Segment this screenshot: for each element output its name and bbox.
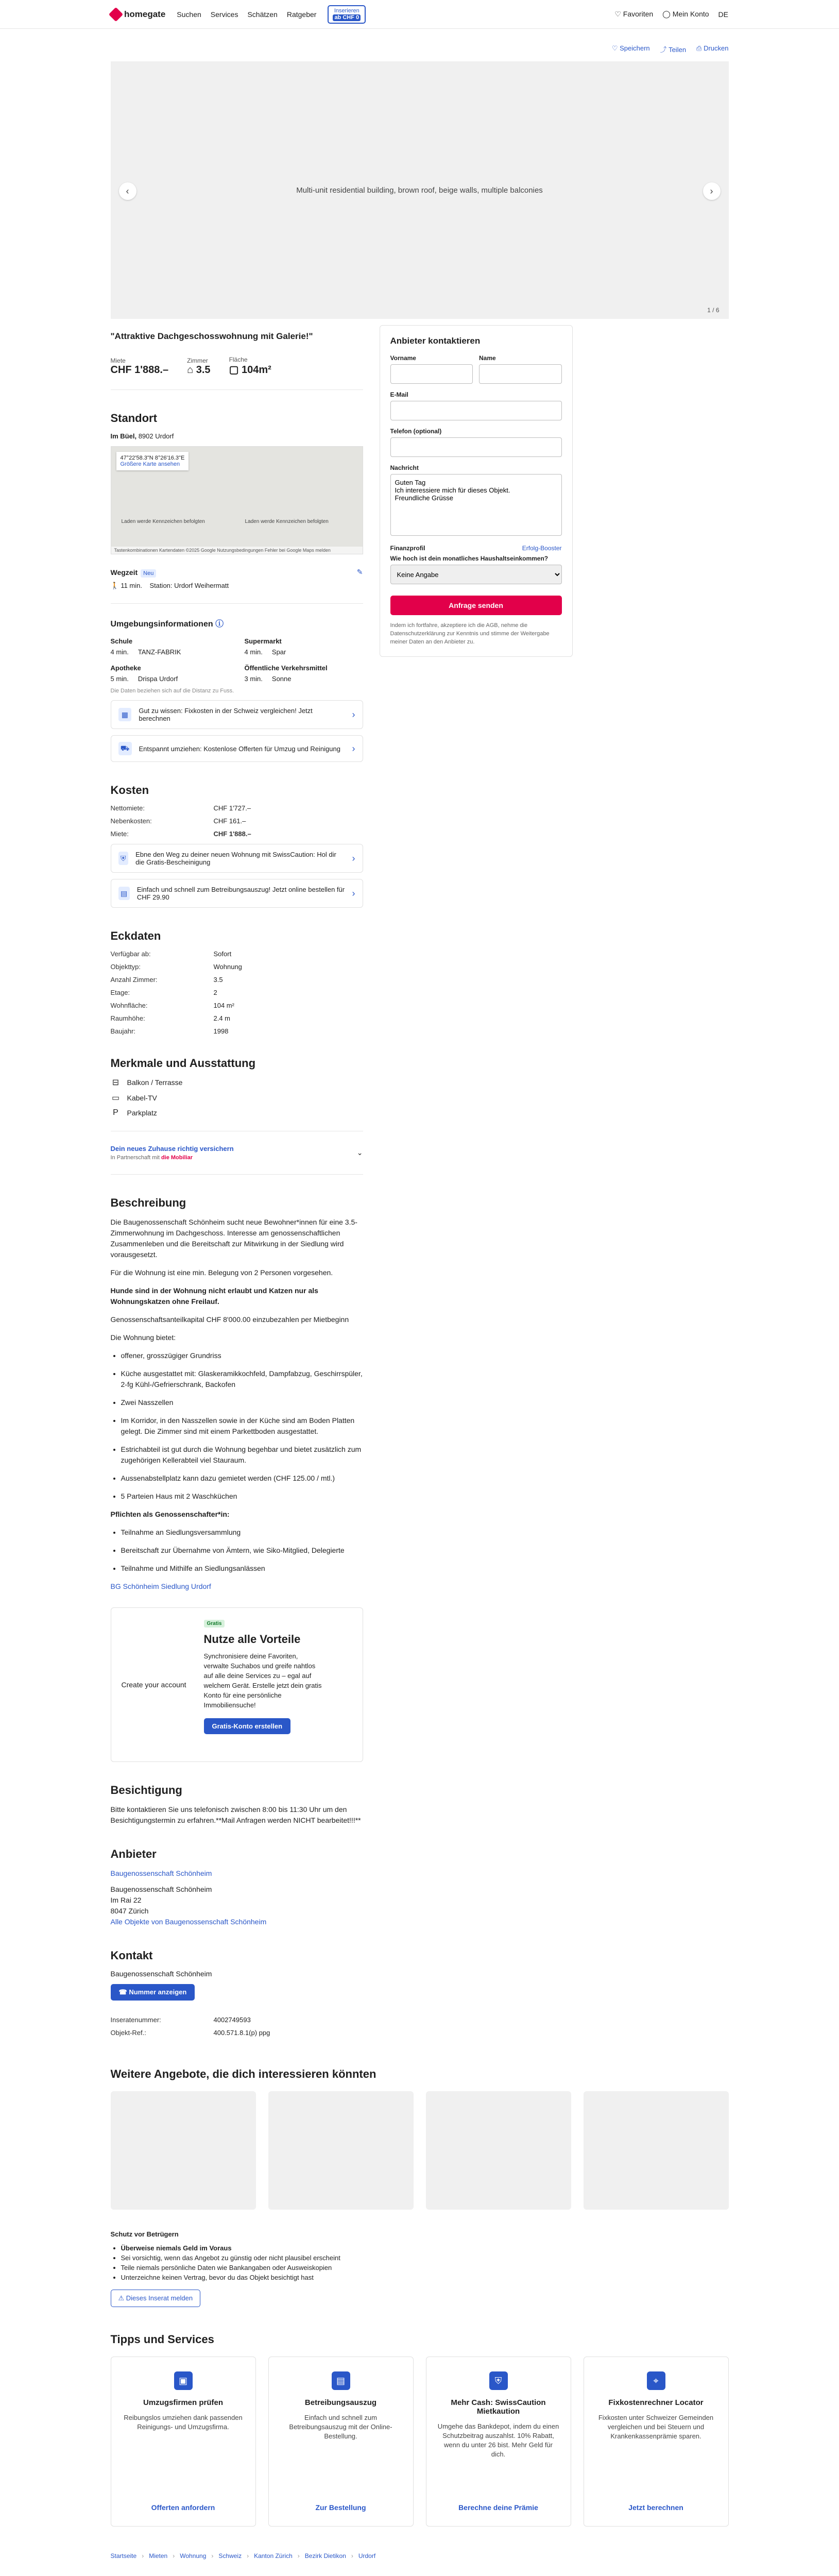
offer-card-placeholder[interactable] [426, 2091, 571, 2210]
all-listings-link[interactable]: Alle Objekte von Baugenossenschaft Schönheim [110, 1918, 267, 1926]
gallery-counter: 1 / 6 [707, 307, 720, 314]
fraud-warning: Schutz vor Betrügern • Überweise niemals Geld im Voraus • Sei vorsichtig, wenn das Angebot zu günstig oder nicht plausibel erscheint • Teile niemals persönliche Daten wie Bankangaben oder Ausweiskopien • Unterzeichne keinen Vertrag, bevor du das Objekt besichtigt hast ⚠ Dieses Inserat melden [111, 2230, 729, 2307]
tip-link[interactable]: Offerten anfordern [151, 2503, 215, 2512]
warning-icon: ⚠ [118, 2294, 125, 2302]
calculator-icon: ▦ [118, 708, 132, 721]
tip-card: ⛨ Mehr Cash: SwissCaution Mietkaution Umgehe das Bankdepot, indem du einen Schutzbeitrag auszahlst. 10% Rabatt, wenn du unter 26 bist. Mehr Geld für dich. Berechne deine Prämie [426, 2357, 571, 2527]
details-table: Verfügbar ab: Sofort Objekttyp: Wohnung Anzahl Zimmer: 3.5 Etage: 2 Wohnfläche: 104 m² Raumhöhe: 2.4 m Baujahr: 1998 [110, 950, 242, 1035]
print-button[interactable]: ⎙ Drucken [696, 44, 729, 52]
offer-card-placeholder[interactable] [268, 2091, 414, 2210]
location-heading: Standort [110, 412, 157, 425]
contact-heading: Kontakt [110, 1949, 153, 1962]
nav-link-services[interactable]: Services [210, 10, 238, 19]
user-icon: ◯ [662, 10, 671, 18]
mobiliar-logo: die Mobiliar [161, 1155, 193, 1161]
moving-promo[interactable]: ⛟ Entspannt umziehen: Kostenlose Offerten für Umzug und Reinigung › [111, 735, 363, 762]
map-pin-icon: ⌖ [647, 2371, 665, 2390]
map-info-card: 47°22'58.3"N 8°26'16.3"E Größere Karte ansehen [116, 452, 189, 470]
tip-card: ▤ Betreibungsauszug Einfach und schnell zum Betreibungsauszug mit der Online-Bestellung. Zur Bestellung [268, 2357, 414, 2527]
document-icon: ▤ [332, 2371, 350, 2390]
costs-table: Nettomiete: CHF 1'727.– Nebenkosten: CHF 161.– Miete: CHF 1'888.– [110, 804, 251, 838]
create-account-button[interactable]: Gratis-Konto erstellen [204, 1718, 291, 1734]
address: Im Büel, 8902 Urdorf [110, 432, 174, 440]
listing-title: "Attraktive Dachgeschosswohnung mit Galerie!" [110, 331, 313, 341]
save-button[interactable]: ♡ Speichern [611, 44, 650, 52]
breadcrumb: Startseite › Mieten › Wohnung › Schweiz › Kanton Zürich › Bezirk Dietikon › Urdorf [110, 2552, 376, 2560]
phone-icon: ☎ [118, 1988, 127, 1996]
provider-heading: Anbieter [110, 1848, 157, 1860]
tips-list [111, 2357, 729, 2527]
last-name-input[interactable] [479, 364, 562, 384]
tip-link[interactable]: Berechne deine Prämie [458, 2503, 538, 2512]
offer-card-placeholder[interactable] [111, 2091, 256, 2210]
send-request-button[interactable]: Anfrage senden [390, 596, 562, 615]
feature-item: P Parkplatz [111, 1108, 363, 1117]
chevron-right-icon: › [352, 709, 355, 720]
gallery-next-button[interactable] [703, 182, 721, 200]
nav-link-guide[interactable]: Ratgeber [286, 10, 317, 19]
larger-map-link[interactable]: Größere Karte ansehen [120, 461, 180, 467]
description-heading: Beschreibung [110, 1196, 186, 1209]
shield-icon: ⛨ [118, 852, 129, 865]
language-select[interactable]: DE [718, 10, 728, 19]
tip-link[interactable]: Jetzt berechnen [628, 2503, 683, 2512]
chevron-down-icon: ⌄ [356, 1148, 363, 1157]
box-icon: ▣ [174, 2371, 193, 2390]
settlement-link[interactable]: BG Schönheim Siedlung Urdorf [110, 1582, 211, 1590]
tip-card: ▣ Umzugsfirmen prüfen Reibungslos umziehen dank passenden Reinigungs- und Umzugsfirma. Offerten anfordern [111, 2357, 256, 2527]
costs-heading: Kosten [110, 784, 149, 796]
feature-item: ▭ Kabel-TV [111, 1093, 363, 1103]
walk-icon: 🚶 [110, 582, 119, 589]
info-icon[interactable]: ⓘ [215, 620, 224, 629]
offer-card-placeholder[interactable] [584, 2091, 729, 2210]
description-list: • offener, grosszügiger Grundriss • Küche ausgestattet mit: Glaskeramikkochfeld, Dampfabzug, Geschirrspüler, 2-fg Kühl-/Gefrierschrank, Backofen • Zwei Nasszellen • Im Korridor, in den Nasszellen sowie in der Küche sind am Boden Platten gelegt. Die Zimmer sind mit einem Parkettboden ausgestattet. • Estrichabteil ist gut durch die Wohnung begehbar und bietet zusätzlich zum zugehörigen Kellerabteil viel Stauraum. • Aussenabstellplatz kann dazu gemietet werden (CHF 125.00 / mtl.) • 5 Parteien Haus mit 2 Waschküchen [121, 1350, 363, 1502]
map-attribution: Tastenkombinationen Kartendaten ©2025 Google Nutzungsbedingungen Fehler bei Google Maps melden [111, 547, 363, 554]
rent-value: CHF 1'888.– [110, 364, 169, 376]
tv-icon: ▭ [111, 1094, 120, 1103]
area-icon: ▢ [229, 364, 239, 376]
logo-icon [109, 7, 123, 21]
house-icon: ⌂ [187, 364, 194, 376]
location-map[interactable]: 47°22'58.3"N 8°26'16.3"E Größere Karte ansehen Laden werde Kennzeichen befolgten Laden werde Kennzeichen befolgten Tastenkombinationen Kartendaten ©2025 Google Nutzungsbedingungen Fehler bei Google Maps melden [111, 446, 363, 554]
tip-card: ⌖ Fixkostenrechner Locator Fixkosten unter Schweizer Gemeinden vergleichen und bei Steuern und Krankenkassenprämie sparen. Jetzt berechnen [584, 2357, 729, 2527]
tip-link[interactable]: Zur Bestellung [315, 2503, 366, 2512]
fixcost-promo[interactable]: ▦ Gut zu wissen: Fixkosten in der Schweiz vergleichen! Jetzt berechnen › [111, 700, 363, 729]
more-offers-heading: Weitere Angebote, die dich interessieren könnten [110, 2067, 376, 2080]
viewing-heading: Besichtigung [110, 1784, 182, 1797]
chevron-right-icon: › [352, 853, 355, 863]
gallery-prev-button[interactable] [119, 182, 136, 200]
chevron-left-icon: ‹ [126, 185, 129, 196]
message-textarea[interactable] [390, 474, 562, 536]
homegate-logo[interactable]: homegate [111, 9, 165, 20]
phone-input[interactable] [390, 437, 562, 457]
ad-reference: Inseratenummer: 4002749593 Objekt-Ref.: 400.571.8.1(p) ppg [110, 2016, 270, 2037]
rooms-value: ⌂ 3.5 [187, 364, 211, 376]
top-navigation [0, 0, 839, 29]
feature-item: ⊟ Balkon / Terrasse [111, 1077, 363, 1088]
chevron-right-icon: › [352, 888, 355, 899]
nearby-grid: Schule 4 min. TANZ-FABRIK Supermarkt 4 min. Spar Apotheke 5 min. Drispa Urdorf Öffentliche Verkehrsmittel 3 min. Sonne [110, 637, 328, 683]
duties-list: • Teilnahme an Siedlungsversammlung • Bereitschaft zur Übernahme von Ämtern, wie Siko-Mitglied, Delegierte • Teilnahme und Mithilfe an Siedlungsanlässen [121, 1527, 363, 1574]
contact-form: Anbieter kontaktieren Vorname Name E-Mail Telefon (optional) Nachricht Guten Tag Ich interessiere mich für dieses Objekt. Freundliche Grüsse Finanzprofil Erfolg-Booster Wie hoch ist dein monatliches Haushaltseinkommen? Keine Angabe Anfrage senden Indem ich fortfahre, akzeptiere ich die AGB, nehme die Datenschutzerklärung zur Kenntnis und stimme der Weitergabe meiner Daten an den Anbieter zu. [380, 325, 573, 657]
print-icon: ⎙ [696, 44, 702, 52]
balcony-icon: ⊟ [112, 1078, 119, 1087]
share-button[interactable]: ⤴ Teilen [660, 46, 687, 54]
main-menu [177, 10, 316, 19]
commute-heading: Wegzeit [110, 568, 138, 577]
new-tag: Neu [141, 569, 156, 578]
income-select[interactable] [390, 565, 562, 584]
tips-heading: Tipps und Services [110, 2333, 214, 2346]
swisscaution-promo[interactable]: ⛨ Ebne den Weg zu deiner neuen Wohnung mit SwissCaution: Hol dir die Gratis-Bescheinigung › [111, 844, 363, 873]
report-listing-button[interactable]: ⚠ Dieses Inserat melden [111, 2290, 201, 2307]
edit-icon[interactable]: ✎ [356, 568, 363, 576]
nav-link-search[interactable]: Suchen [177, 10, 201, 19]
advertise-button[interactable]: Inserieren ab CHF 0 [328, 5, 366, 24]
key-stats: Miete CHF 1'888.– Zimmer ⌂ 3.5 Fläche ▢ 104m² [110, 356, 271, 376]
account-link[interactable]: ◯ Mein Konto [662, 10, 709, 18]
favorites-link[interactable]: ♡ Favoriten [614, 10, 654, 18]
parking-icon: P [113, 1108, 118, 1117]
nav-link-estimate[interactable]: Schätzen [247, 10, 278, 19]
details-heading: Eckdaten [110, 929, 161, 942]
nearby-heading: Umgebungsinformationen ⓘ [110, 620, 224, 629]
more-offers-list [111, 2091, 729, 2210]
chevron-right-icon: › [352, 743, 355, 754]
insurance-accordion[interactable]: Dein neues Zuhause richtig versichern In Partnerschaft mit die Mobiliar ⌄ [110, 1145, 363, 1161]
shield-icon: ⛨ [489, 2371, 508, 2390]
truck-icon: ⛟ [118, 742, 132, 755]
email-input[interactable] [390, 401, 562, 420]
heart-icon: ♡ [611, 44, 618, 52]
gallery-image-caption: Multi-unit residential building, brown roof, beige walls, multiple balconies [296, 185, 543, 195]
commute-info: 🚶 11 min. Station: Urdorf Weihermatt [110, 582, 229, 589]
chevron-right-icon: › [710, 185, 713, 196]
share-icon: ⤴ [660, 46, 667, 54]
document-icon: ▤ [118, 887, 130, 900]
image-gallery[interactable] [111, 61, 729, 319]
heart-icon: ♡ [614, 10, 621, 18]
show-number-button[interactable]: ☎ Nummer anzeigen [111, 1984, 195, 2001]
features-heading: Merkmale und Ausstattung [110, 1057, 256, 1070]
debt-extract-promo[interactable]: ▤ Einfach und schnell zum Betreibungsauszug! Jetzt online bestellen für CHF 29.90 › [111, 879, 363, 908]
account-cta: Create your account Gratis Nutze alle Vorteile Synchronisiere deine Favoriten, verwalte Suchabos und greife nahtlos auf alle deine Services zu – egal auf welchem Gerät. Erstelle jetzt dein gratis Konto für eine persönliche Immobiliensuche! Gratis-Konto erstellen [111, 1607, 363, 1762]
area-value: ▢ 104m² [229, 364, 271, 376]
provider-link[interactable]: Baugenossenschaft Schönheim [110, 1869, 212, 1877]
first-name-input[interactable] [390, 364, 473, 384]
booster-link[interactable]: Erfolg-Booster [522, 545, 562, 552]
